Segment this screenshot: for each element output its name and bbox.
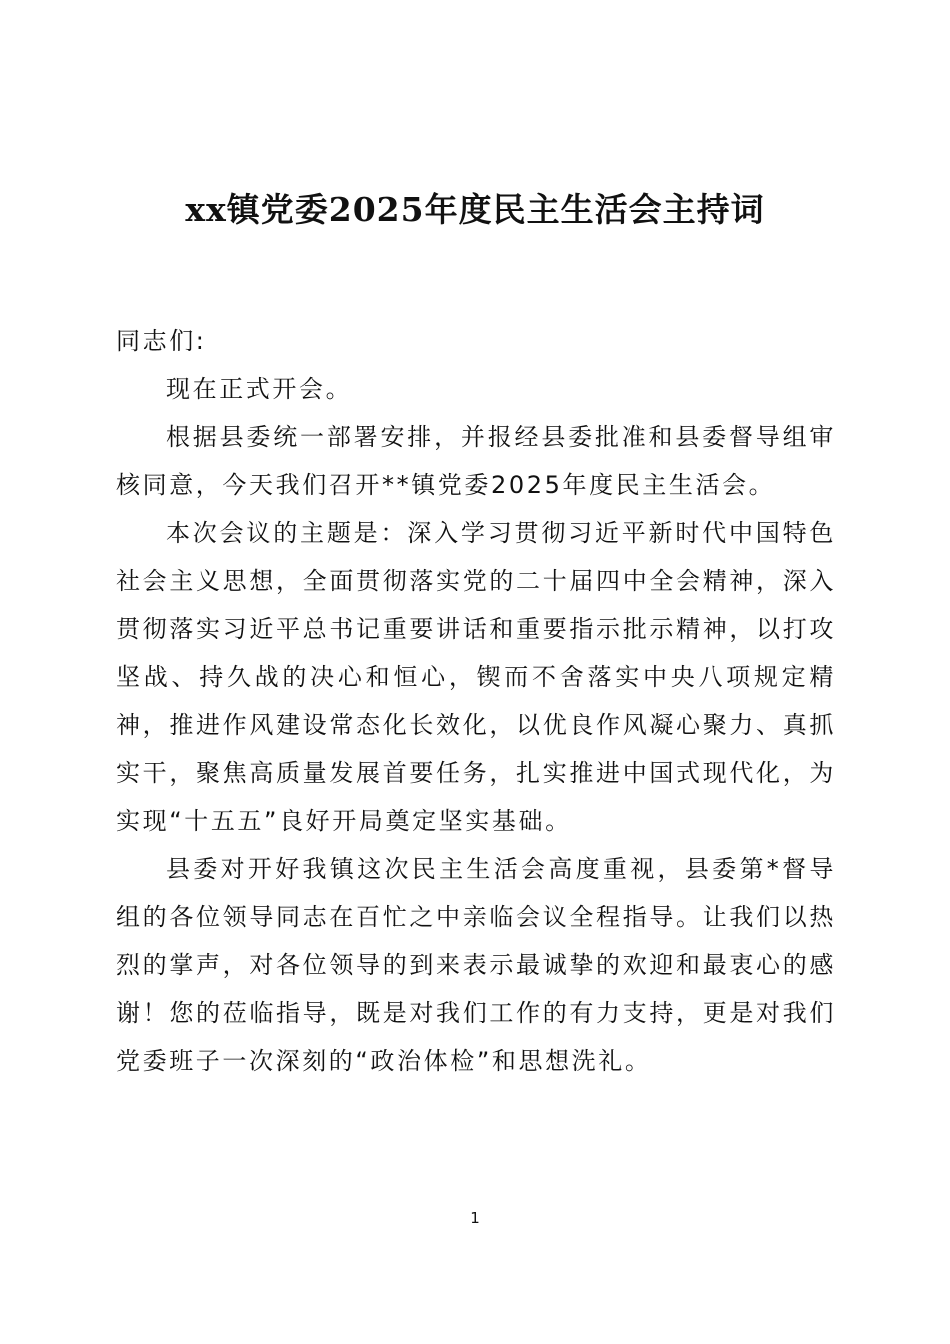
document-body — [116, 317, 836, 1085]
paragraph-theme: 本次会议的主题是：深入学习贯彻习近平新时代中国特色社会主义思想，全面贯彻落实党的二十届四中全会精神，深入贯彻落实习近平总书记重要讲话和重要指示批示精神，以打攻坚战、持久战的决心和恒心，锲而不舍落实中央八项规定精神，推进作风建设常态化长效化，以优良作风凝心聚力、真抓实干，聚焦高质量发展首要任务，扎实推进中国式现代化，为实现“十五五”良好开局奠定坚实基础。 — [116, 519, 836, 835]
paragraph-welcome: 县委对开好我镇这次民主生活会高度重视，县委第*督导组的各位领导同志在百忙之中亲临会议全程指导。让我们以热烈的掌声，对各位领导的到来表示最诚挚的欢迎和最衷心的感谢！您的莅临指导，既是对我们工作的有力支持，更是对我们党委班子一次深刻的“政治体检”和思想洗礼。 — [116, 855, 836, 1075]
page-number: 1 — [470, 1209, 480, 1227]
salutation: 同志们: — [116, 327, 207, 355]
paragraph-opening: 现在正式开会。 — [166, 375, 353, 403]
document-title: xx镇党委2025年度民主生活会主持词 — [185, 190, 765, 229]
paragraph-arrangement: 根据县委统一部署安排，并报经县委批准和县委督导组审核同意，今天我们召开**镇党委2025年度民主生活会。 — [116, 423, 836, 499]
